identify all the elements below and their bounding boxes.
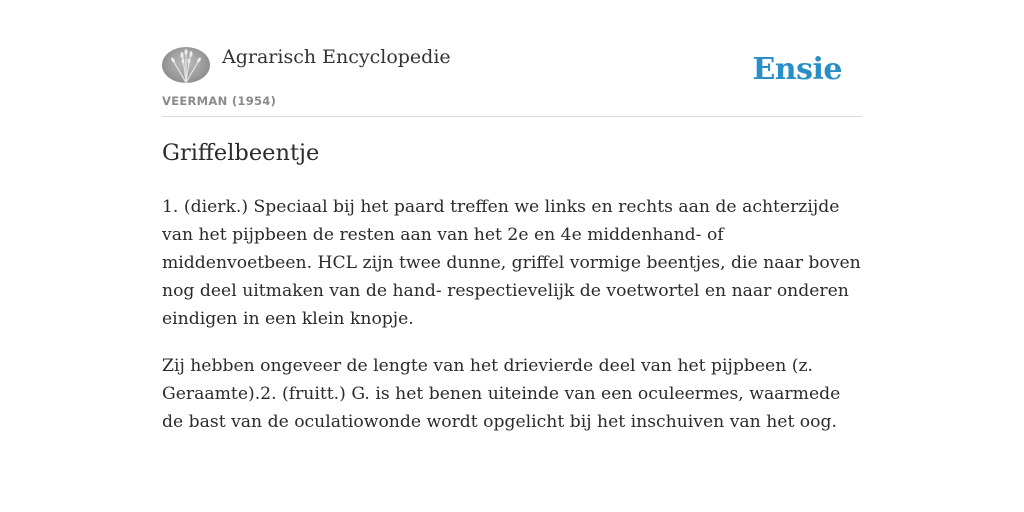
- brand-logo[interactable]: Ensie: [752, 52, 842, 87]
- article-title: Griffelbeentje: [162, 140, 320, 166]
- article-body: [162, 193, 864, 455]
- paragraph: 1. (dierk.) Speciaal bij het paard treffen we links en rechts aan de achterzijde van het pijpbeen de resten aan van het 2e en 4e middenhand- of middenvoetbeen. HCL zijn twee dunne, griffel vormige beentjes, die naar boven nog deel uitmaken van de hand- respectievelijk de voetwortel en naar onderen eindigen in een klein knopje.: [162, 197, 861, 329]
- paragraph: Zij hebben ongeveer de lengte van het drievierde deel van het pijpbeen (z. Geraamte).2. (fruitt.) G. is het benen uiteinde van een oculeermes, waarmede de bast van de oculatiowonde wordt opgelicht bij het inschuiven van het oog.: [162, 356, 841, 432]
- wheat-logo-icon[interactable]: [162, 47, 210, 83]
- site-header: [162, 0, 862, 117]
- source-label: VEERMAN (1954): [162, 94, 277, 108]
- page: [162, 0, 862, 512]
- site-title[interactable]: Agrarisch Encyclopedie: [222, 46, 451, 68]
